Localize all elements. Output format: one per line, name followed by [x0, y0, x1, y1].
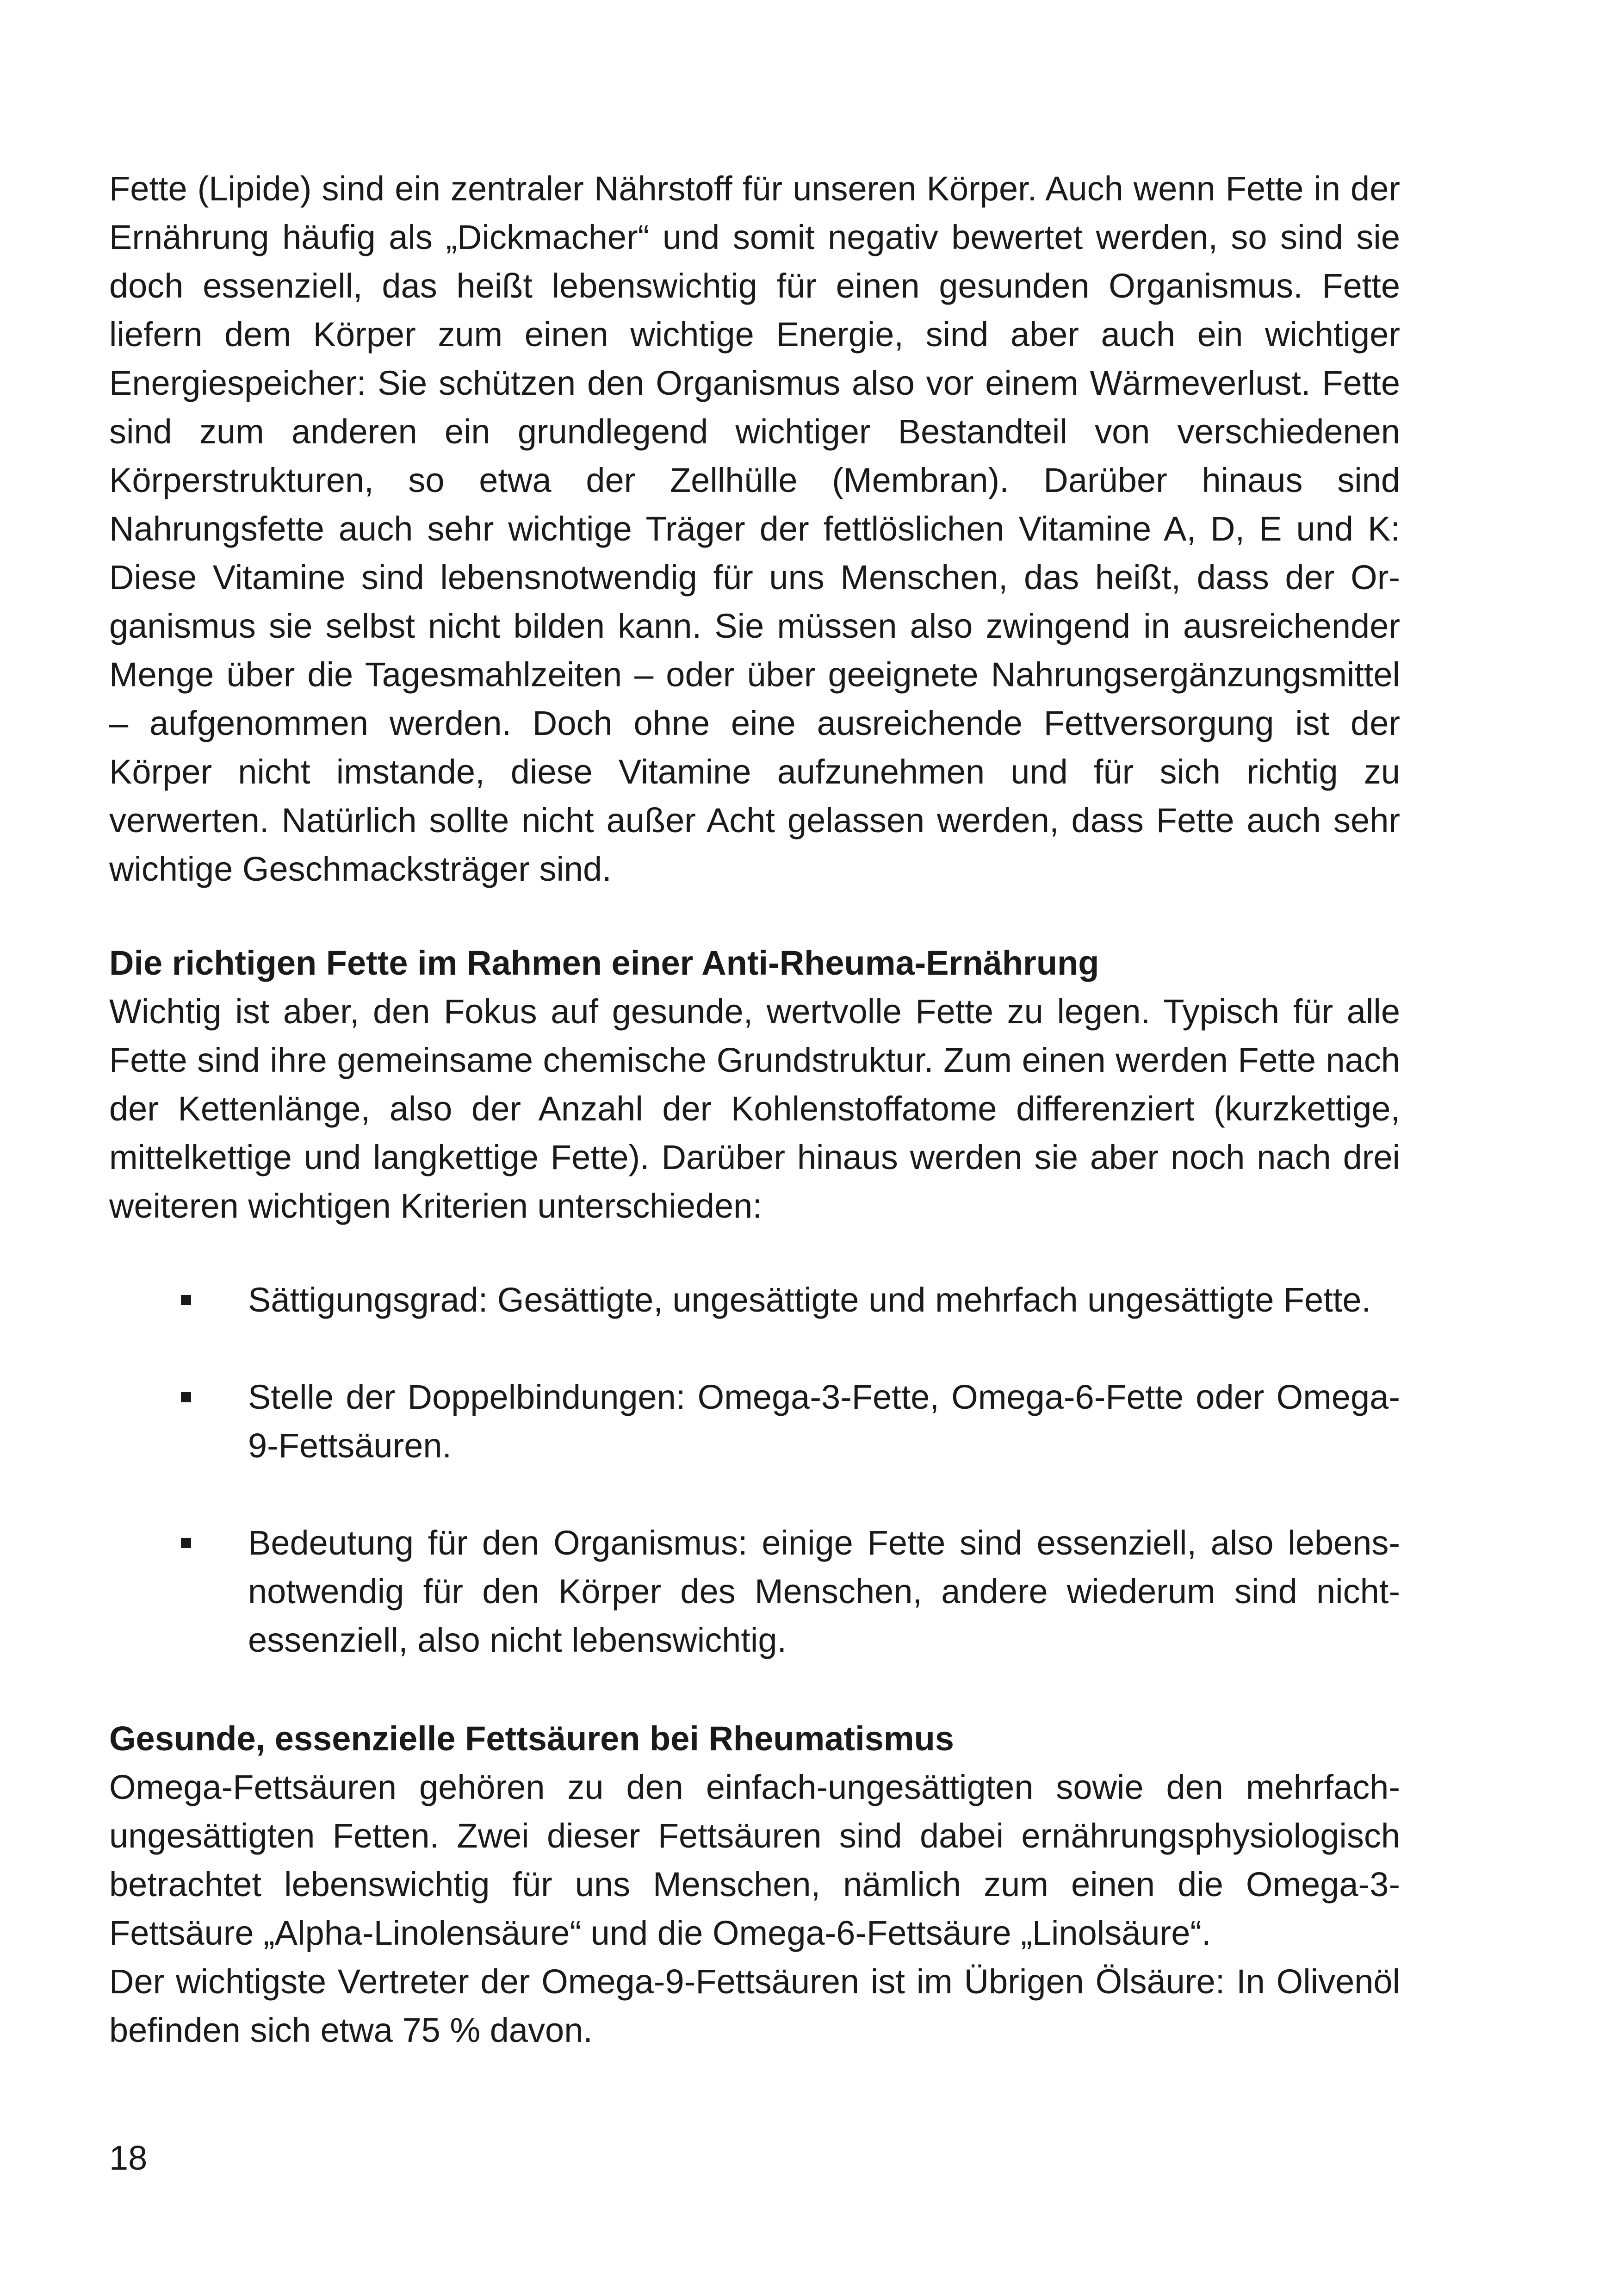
square-bullet-icon	[181, 1538, 191, 1548]
square-bullet-icon	[181, 1295, 191, 1305]
list-item	[109, 1373, 1400, 1470]
section-heading-essential-fatty-acids: Gesunde, essenzielle Fettsäuren bei Rheumatismus	[109, 1719, 954, 1758]
section-body-fats-criteria: Wichtig ist aber, den Fokus auf gesunde, wertvolle Fette zu legen. Typisch für alle Fette sind ihre gemeinsame chemische Grundstruktur. Zum einen werden Fette nach der Kettenlänge, also der Anzahl der Kohlenstoffatome differenziert (kurzkettige, mittelkettige und langkettige Fette). Darüber hinaus werden sie aber noch nach drei weiteren wichtigen Kriterien unterschieden:	[109, 992, 1400, 1225]
section-heading-fats-anti-rheuma: Die richtigen Fette im Rahmen einer Anti-Rheuma-Ernährung	[109, 944, 1099, 982]
list-item-text: Bedeutung für den Organismus: einige Fette sind essenziell, also lebensnotwendig für den Körper des Menschen, andere wiederum sind nichtessenziell, also nicht lebenswichtig.	[248, 1524, 1400, 1659]
intro-paragraph: Fette (Lipide) sind ein zentraler Nährstoff für unseren Körper. Auch wenn Fette in der Ernährung häufig als „Dickmacher“ und somit negativ bewertet werden, so sind sie doch essenziell, das heißt lebenswichtig für einen gesunden Organismus. Fette liefern dem Körper zum einen wichtige Energie, sind aber auch ein wichtiger Energiespeicher: Sie schützen den Organismus also vor einem Wärmeverlust. Fette sind zum anderen ein grundlegend wichtiger Bestandteil von verschiedenen Körperstrukturen, so etwa der Zellhülle (Membran). Darüber hinaus sind Nahrungsfette auch sehr wichtige Träger der fettlöslichen Vitamine A, D, E und K: Diese Vitamine sind lebensnotwendig für uns Menschen, das heißt, dass der Organismus sie selbst nicht bilden kann. Sie müssen also zwingend in ausreichender Menge über die Tagesmahlzeiten – oder über geeignete Nahrungsergänzungsmittel – aufgenommen werden. Doch ohne eine ausreichende Fettversorgung ist der Körper nicht imstande, diese Vitamine aufzunehmen und für sich richtig zu verwerten. Natürlich sollte nicht außer Acht gelassen werden, dass Fette auch sehr wichtige Geschmacksträger sind.	[109, 169, 1400, 888]
list-item-text: Stelle der Doppelbindungen: Omega-3-Fette, Omega-6-Fette oder Omega-9-Fettsäuren.	[248, 1378, 1400, 1465]
page-content	[109, 164, 1400, 2054]
page-number: 18	[109, 2139, 148, 2177]
list-item	[109, 1518, 1400, 1664]
section-body-oleic-acid: Der wichtigste Vertreter der Omega-9-Fettsäuren ist im Übrigen Ölsäure: In Olivenöl befinden sich etwa 75 % davon.	[109, 1962, 1400, 2049]
list-item-text: Sättigungsgrad: Gesättigte, ungesättigte und mehrfach ungesättigte Fette.	[248, 1281, 1371, 1319]
section-body-omega-acids: Omega-Fettsäuren gehören zu den einfach-ungesättigten sowie den mehrfachungesättigten Fetten. Zwei dieser Fettsäuren sind dabei ernährungsphysiologisch betrachtet lebenswichtig für uns Menschen, nämlich zum einen die Omega-3-Fettsäure „Alpha-Linolensäure“ und die Omega-6-Fettsäure „Linolsäure“.	[109, 1768, 1400, 1952]
list-item	[109, 1276, 1400, 1324]
square-bullet-icon	[181, 1392, 191, 1402]
criteria-list	[109, 1276, 1400, 1664]
